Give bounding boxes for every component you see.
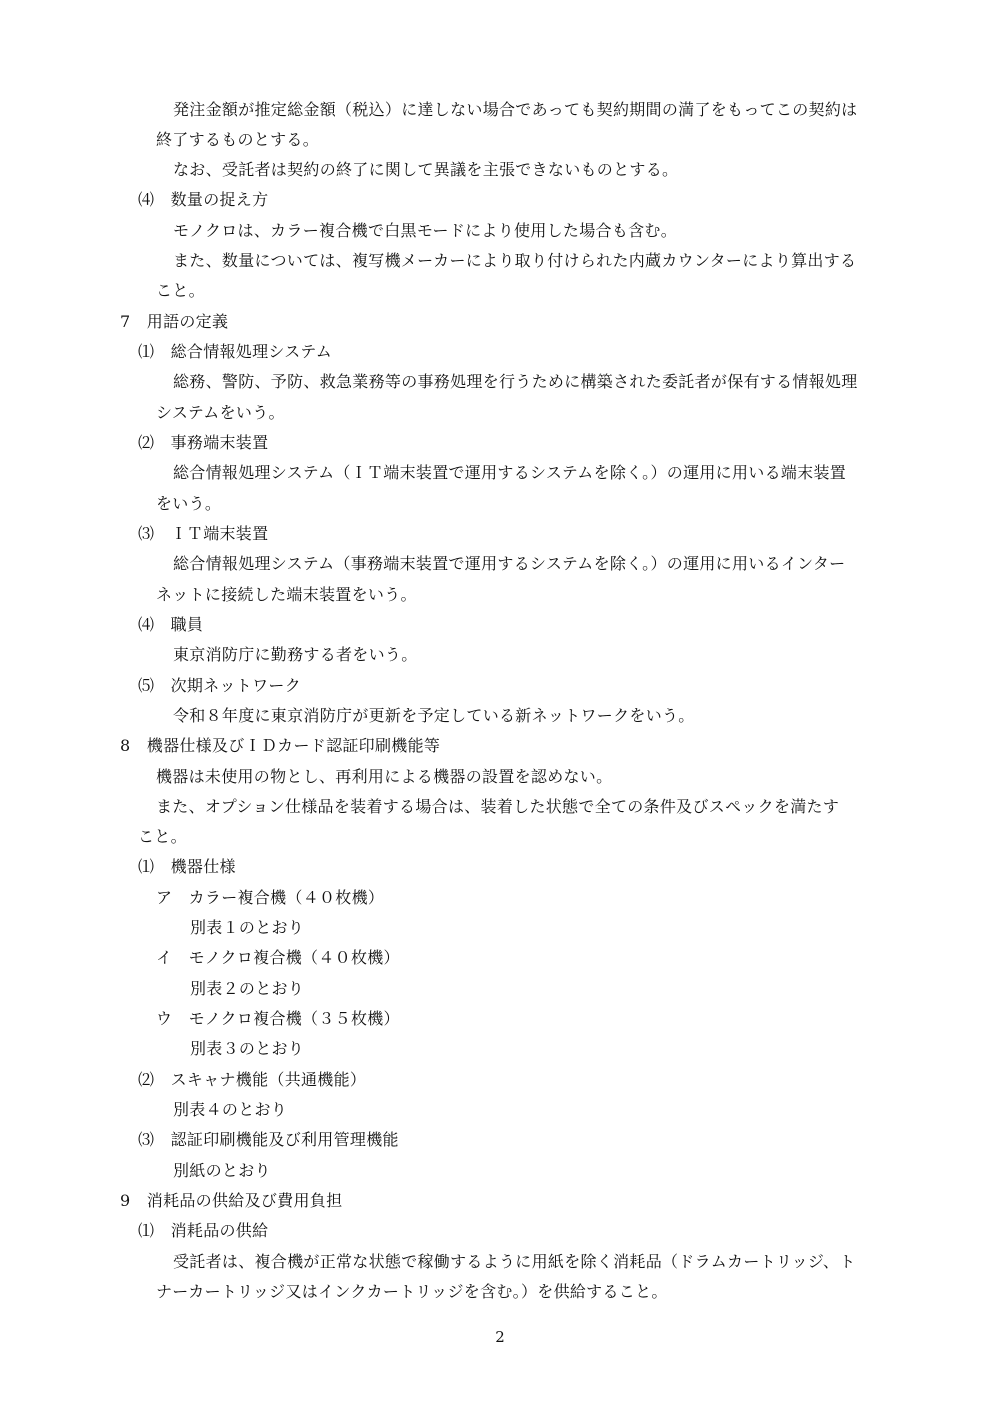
subsection-heading: ⑷ 数量の捉え方: [138, 190, 269, 209]
text-line: モノクロは、カラー複合機で白黒モードにより使用した場合も含む。: [173, 221, 678, 240]
text-line: 別表１のとおり: [190, 918, 305, 937]
item-heading: ア カラー複合機（４０枚機）: [156, 888, 385, 907]
subsection-heading: ⑵ 事務端末装置: [138, 433, 269, 452]
text-line: 令和８年度に東京消防庁が更新を予定している新ネットワークをいう。: [173, 706, 695, 725]
text-line: 東京消防庁に勤務する者をいう。: [173, 645, 418, 664]
item-heading: イ モノクロ複合機（４０枚機）: [156, 948, 400, 967]
text-line: こと。: [138, 827, 187, 846]
text-line: をいう。: [156, 494, 222, 513]
text-line: また、オプション仕様品を装着する場合は、装着した状態で全ての条件及びスペックを満たす: [156, 797, 840, 816]
text-line: 総務、警防、予防、救急業務等の事務処理を行うために構築された委託者が保有する情報処理: [173, 372, 858, 391]
text-line: また、数量については、複写機メーカーにより取り付けられた内蔵カウンターにより算出する: [173, 251, 857, 270]
subsection-heading: ⑴ 総合情報処理システム: [138, 342, 333, 361]
subsection-heading: ⑶ 認証印刷機能及び利用管理機能: [138, 1130, 399, 1149]
subsection-heading: ⑵ スキャナ機能（共通機能）: [138, 1070, 367, 1089]
text-line: 総合情報処理システム（ＩＴ端末装置で運用するシステムを除く。）の運用に用いる端末装置: [173, 463, 847, 482]
subsection-heading: ⑴ 消耗品の供給: [138, 1221, 269, 1240]
section-heading: 7 用語の定義: [120, 312, 229, 331]
text-line: こと。: [156, 281, 205, 300]
subsection-heading: ⑷ 職員: [138, 615, 204, 634]
text-line: システムをいう。: [156, 403, 285, 422]
page-number: 2: [495, 1328, 505, 1346]
text-line: 別表４のとおり: [173, 1100, 288, 1119]
text-line: 別紙のとおり: [173, 1161, 271, 1180]
text-line: なお、受託者は契約の終了に関して異議を主張できないものとする。: [173, 160, 679, 179]
section-heading: 8 機器仕様及びＩＤカード認証印刷機能等: [120, 736, 441, 755]
subsection-heading: ⑴ 機器仕様: [138, 857, 236, 876]
text-line: ナーカートリッジ又はインクカートリッジを含む。）を供給すること。: [156, 1282, 668, 1301]
subsection-heading: ⑸ 次期ネットワーク: [138, 676, 302, 695]
section-heading: 9 消耗品の供給及び費用負担: [120, 1191, 343, 1210]
text-line: 発注金額が推定総金額（税込）に達しない場合であっても契約期間の満了をもってこの契約は: [173, 100, 858, 119]
text-line: 総合情報処理システム（事務端末装置で運用するシステムを除く。）の運用に用いるインター: [173, 554, 846, 573]
subsection-heading: ⑶ ＩＴ端末装置: [138, 524, 269, 543]
text-line: 受託者は、複合機が正常な状態で稼働するように用紙を除く消耗品（ドラムカートリッジ、ト: [173, 1252, 856, 1271]
item-heading: ウ モノクロ複合機（３５枚機）: [156, 1009, 400, 1028]
text-line: ネットに接続した端末装置をいう。: [156, 585, 417, 604]
text-line: 機器は未使用の物とし、再利用による機器の設置を認めない。: [156, 767, 613, 786]
text-line: 別表３のとおり: [190, 1039, 305, 1058]
text-line: 別表２のとおり: [190, 979, 305, 998]
text-line: 終了するものとする。: [156, 130, 320, 149]
